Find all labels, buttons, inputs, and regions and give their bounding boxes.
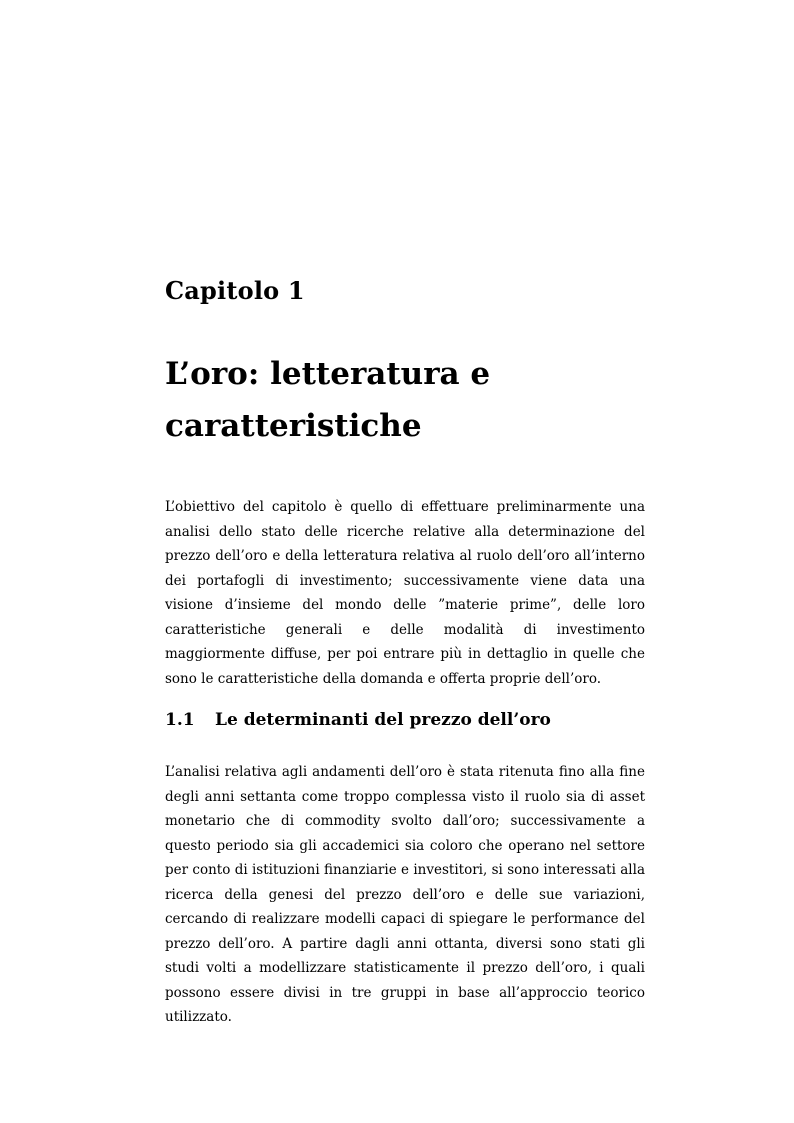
section-heading	[165, 710, 551, 730]
chapter-label: Capitolo 1	[165, 276, 305, 305]
section-number: 1.1	[165, 710, 195, 730]
section-paragraph: L’analisi relativa agli andamenti dell’oro è stata ritenuta fino alla fine degli anni settanta come troppo complessa visto il ruolo sia di asset monetario che di commodity svolto dall’oro; successivamente a questo periodo sia gli accademici sia coloro che operano nel settore per conto di istituzioni finanziarie e investitori, si sono interessati alla ricerca della genesi del prezzo dell’oro e delle sue variazioni, cercando di realizzare modelli capaci di spiegare le performance del prezzo dell’oro. A partire dagli anni ottanta, diversi sono stati gli studi volti a modellizzare statisticamente il prezzo dell’oro, i quali possono essere divisi in tre gruppi in base all’approccio teorico utilizzato.	[165, 764, 645, 1025]
intro-paragraph: L’obiettivo del capitolo è quello di effettuare preliminarmente una analisi dello stato delle ricerche relative alla determinazione del prezzo dell’oro e della letteratura relativa al ruolo dell’oro all’interno dei portafogli di investimento; successivamente viene data una visione d’insieme del mondo delle ”materie prime”, delle loro caratteristiche generali e delle modalità di investimento maggiormente diffuse, per poi entrare più in dettaglio in quelle che sono le caratteristiche della domanda e offerta proprie dell’oro.	[165, 499, 645, 687]
chapter-title: L’oro: letteratura e caratteristiche	[165, 356, 491, 444]
section-title: Le determinanti del prezzo dell’oro	[215, 710, 551, 730]
